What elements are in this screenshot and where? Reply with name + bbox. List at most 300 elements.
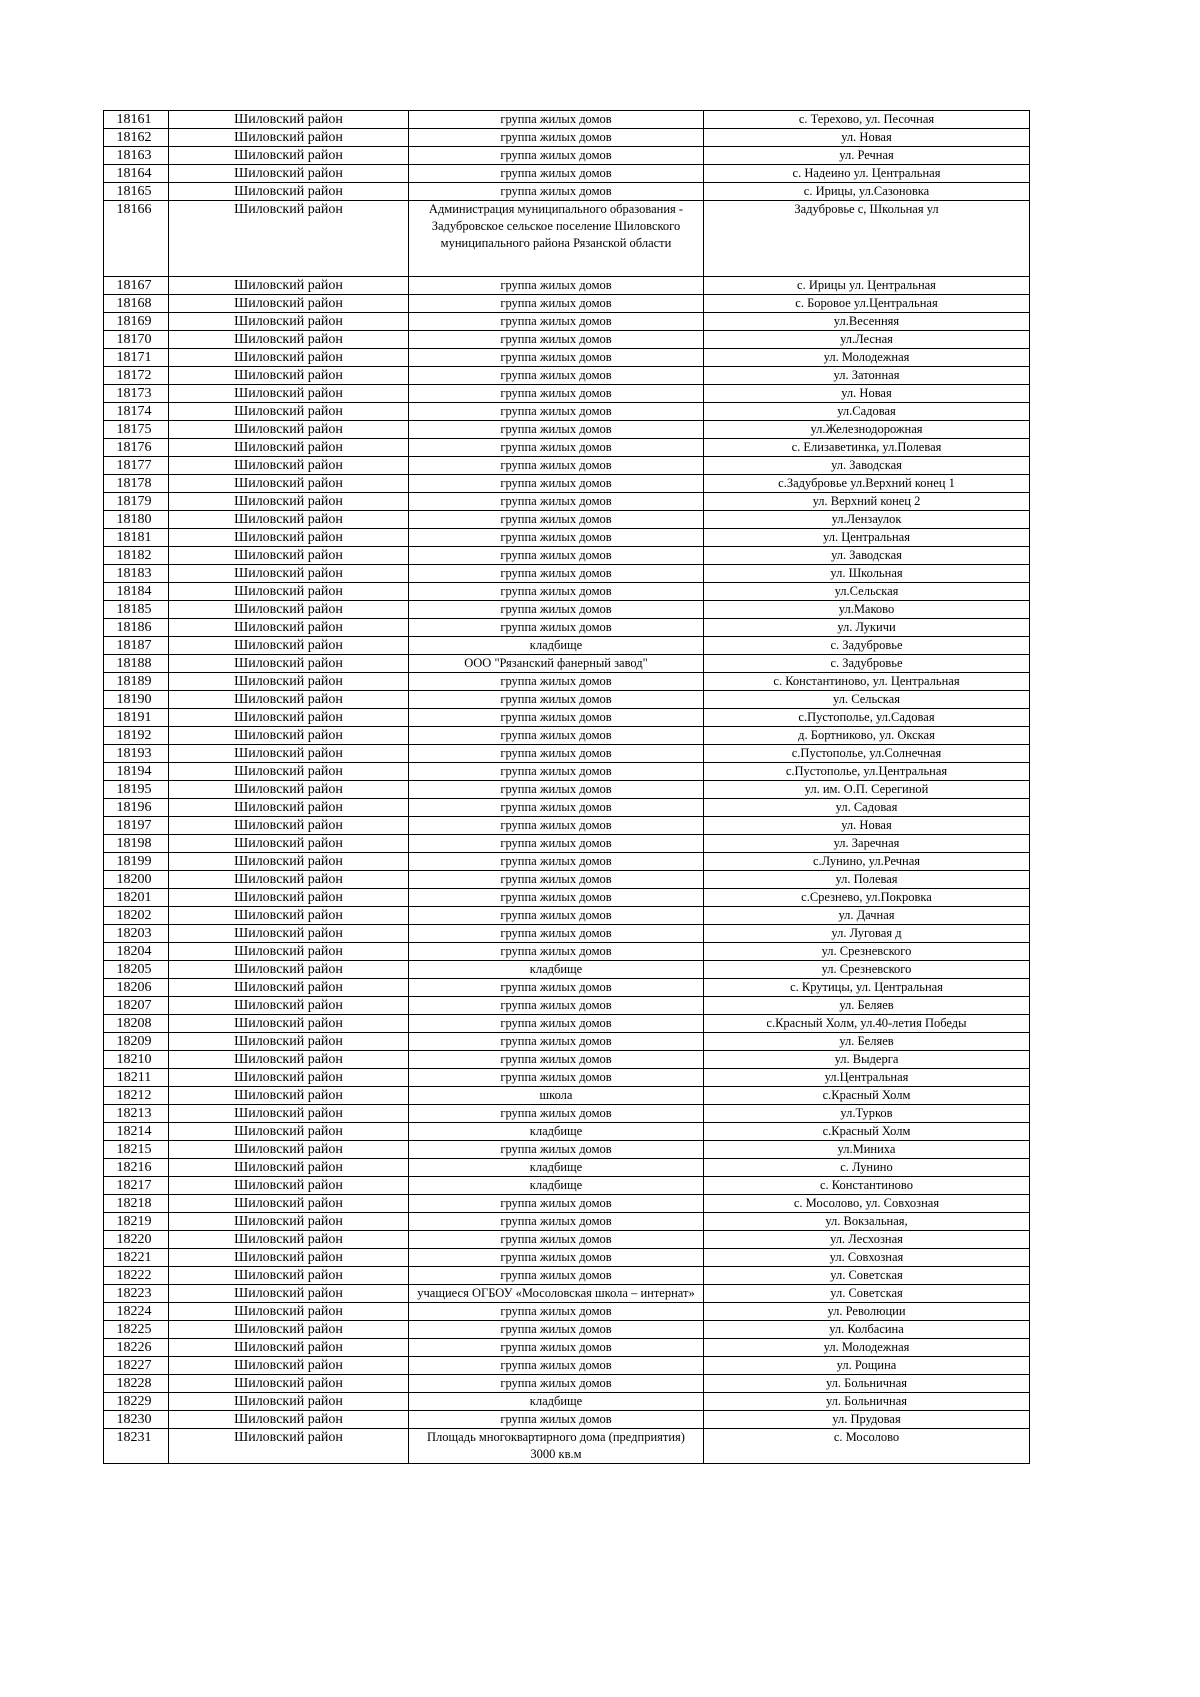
record-number-cell: 18200 <box>104 871 169 889</box>
table-row <box>104 1357 1030 1375</box>
object-type-cell: кладбище <box>409 637 704 655</box>
district-name-cell: Шиловский район <box>169 349 409 367</box>
address-cell: с.Срезнево, ул.Покровка <box>704 889 1030 907</box>
address-cell: ул. Затонная <box>704 367 1030 385</box>
district-name-cell: Шиловский район <box>169 313 409 331</box>
object-type-cell: группа жилых домов <box>409 601 704 619</box>
district-name-cell: Шиловский район <box>169 997 409 1015</box>
object-type-cell: группа жилых домов <box>409 511 704 529</box>
district-name-cell: Шиловский район <box>169 925 409 943</box>
table-row <box>104 925 1030 943</box>
district-name-cell: Шиловский район <box>169 1033 409 1051</box>
address-cell: с. Мосолово <box>704 1429 1030 1464</box>
record-number-cell: 18193 <box>104 745 169 763</box>
record-number-cell: 18195 <box>104 781 169 799</box>
district-name-cell: Шиловский район <box>169 1159 409 1177</box>
object-type-cell: кладбище <box>409 1159 704 1177</box>
object-type-cell: группа жилых домов <box>409 1321 704 1339</box>
table-row <box>104 997 1030 1015</box>
record-number-cell: 18194 <box>104 763 169 781</box>
address-cell: ул. Срезневского <box>704 961 1030 979</box>
object-type-cell: группа жилых домов <box>409 1051 704 1069</box>
object-type-cell: группа жилых домов <box>409 403 704 421</box>
district-name-cell: Шиловский район <box>169 1195 409 1213</box>
address-cell: ул. Советская <box>704 1267 1030 1285</box>
address-cell: ул. Верхний конец 2 <box>704 493 1030 511</box>
table-row <box>104 403 1030 421</box>
record-number-cell: 18211 <box>104 1069 169 1087</box>
district-name-cell: Шиловский район <box>169 655 409 673</box>
district-name-cell: Шиловский район <box>169 1267 409 1285</box>
record-number-cell: 18174 <box>104 403 169 421</box>
object-type-cell: группа жилых домов <box>409 111 704 129</box>
record-number-cell: 18220 <box>104 1231 169 1249</box>
table-row <box>104 853 1030 871</box>
object-type-cell: группа жилых домов <box>409 1033 704 1051</box>
object-type-cell: группа жилых домов <box>409 781 704 799</box>
address-cell: ул.Железнодорожная <box>704 421 1030 439</box>
address-cell: ул. Прудовая <box>704 1411 1030 1429</box>
district-name-cell: Шиловский район <box>169 295 409 313</box>
table-row <box>104 349 1030 367</box>
table-row <box>104 511 1030 529</box>
table-row <box>104 1339 1030 1357</box>
district-name-cell: Шиловский район <box>169 547 409 565</box>
object-type-cell: группа жилых домов <box>409 619 704 637</box>
record-number-cell: 18190 <box>104 691 169 709</box>
table-row <box>104 1123 1030 1141</box>
address-cell: ул. Речная <box>704 147 1030 165</box>
district-name-cell: Шиловский район <box>169 781 409 799</box>
object-type-cell: группа жилых домов <box>409 547 704 565</box>
address-cell: ул. Заречная <box>704 835 1030 853</box>
district-name-cell: Шиловский район <box>169 331 409 349</box>
district-name-cell: Шиловский район <box>169 1429 409 1464</box>
record-number-cell: 18197 <box>104 817 169 835</box>
record-number-cell: 18216 <box>104 1159 169 1177</box>
object-type-cell: группа жилых домов <box>409 367 704 385</box>
table-row <box>104 1087 1030 1105</box>
district-name-cell: Шиловский район <box>169 835 409 853</box>
object-type-cell: кладбище <box>409 1393 704 1411</box>
object-type-cell: группа жилых домов <box>409 871 704 889</box>
object-type-cell: группа жилых домов <box>409 979 704 997</box>
records-table-body <box>104 111 1030 1464</box>
table-row <box>104 655 1030 673</box>
object-type-cell: группа жилых домов <box>409 1357 704 1375</box>
record-number-cell: 18208 <box>104 1015 169 1033</box>
address-cell: ул. им. О.П. Серегиной <box>704 781 1030 799</box>
object-type-cell: группа жилых домов <box>409 997 704 1015</box>
table-row <box>104 1411 1030 1429</box>
address-cell: ул.Маково <box>704 601 1030 619</box>
table-row <box>104 147 1030 165</box>
record-number-cell: 18225 <box>104 1321 169 1339</box>
district-name-cell: Шиловский район <box>169 1231 409 1249</box>
address-cell: ул. Революции <box>704 1303 1030 1321</box>
table-row <box>104 1321 1030 1339</box>
record-number-cell: 18186 <box>104 619 169 637</box>
address-cell: ул.Лесная <box>704 331 1030 349</box>
table-row <box>104 1015 1030 1033</box>
table-row <box>104 817 1030 835</box>
address-cell: ул. Дачная <box>704 907 1030 925</box>
table-row <box>104 183 1030 201</box>
address-cell: ул. Срезневского <box>704 943 1030 961</box>
district-name-cell: Шиловский район <box>169 1177 409 1195</box>
district-name-cell: Шиловский район <box>169 1393 409 1411</box>
object-type-cell: группа жилых домов <box>409 313 704 331</box>
record-number-cell: 18207 <box>104 997 169 1015</box>
table-row <box>104 277 1030 295</box>
address-cell: ул. Новая <box>704 817 1030 835</box>
record-number-cell: 18169 <box>104 313 169 331</box>
address-cell: с. Терехово, ул. Песочная <box>704 111 1030 129</box>
object-type-cell: группа жилых домов <box>409 727 704 745</box>
record-number-cell: 18198 <box>104 835 169 853</box>
address-cell: ул. Выдерга <box>704 1051 1030 1069</box>
table-row <box>104 1285 1030 1303</box>
district-name-cell: Шиловский район <box>169 601 409 619</box>
object-type-cell: Администрация муниципального образования - Задубровское сельское поселение Шиловского муниципального района Рязанской области <box>409 201 704 277</box>
record-number-cell: 18179 <box>104 493 169 511</box>
table-row <box>104 165 1030 183</box>
address-cell: ул. Больничная <box>704 1393 1030 1411</box>
object-type-cell: группа жилых домов <box>409 745 704 763</box>
table-row <box>104 1429 1030 1464</box>
record-number-cell: 18199 <box>104 853 169 871</box>
table-row <box>104 583 1030 601</box>
address-cell: ул. Центральная <box>704 529 1030 547</box>
table-row <box>104 493 1030 511</box>
district-name-cell: Шиловский район <box>169 1303 409 1321</box>
object-type-cell: группа жилых домов <box>409 493 704 511</box>
district-name-cell: Шиловский район <box>169 979 409 997</box>
address-cell: ул.Сельская <box>704 583 1030 601</box>
district-name-cell: Шиловский район <box>169 565 409 583</box>
object-type-cell: группа жилых домов <box>409 1231 704 1249</box>
district-name-cell: Шиловский район <box>169 727 409 745</box>
table-row <box>104 367 1030 385</box>
record-number-cell: 18187 <box>104 637 169 655</box>
address-cell: ул. Новая <box>704 129 1030 147</box>
address-cell: ул. Школьная <box>704 565 1030 583</box>
record-number-cell: 18181 <box>104 529 169 547</box>
address-cell: с. Крутицы, ул. Центральная <box>704 979 1030 997</box>
record-number-cell: 18219 <box>104 1213 169 1231</box>
address-cell: ул.Весенняя <box>704 313 1030 331</box>
object-type-cell: кладбище <box>409 1123 704 1141</box>
table-row <box>104 979 1030 997</box>
object-type-cell: группа жилых домов <box>409 1339 704 1357</box>
record-number-cell: 18185 <box>104 601 169 619</box>
address-cell: ул. Заводская <box>704 547 1030 565</box>
record-number-cell: 18209 <box>104 1033 169 1051</box>
table-row <box>104 763 1030 781</box>
table-row <box>104 889 1030 907</box>
record-number-cell: 18184 <box>104 583 169 601</box>
district-name-cell: Шиловский район <box>169 1213 409 1231</box>
table-row <box>104 727 1030 745</box>
object-type-cell: школа <box>409 1087 704 1105</box>
address-cell: ул. Молодежная <box>704 349 1030 367</box>
record-number-cell: 18214 <box>104 1123 169 1141</box>
district-name-cell: Шиловский район <box>169 1285 409 1303</box>
district-name-cell: Шиловский район <box>169 165 409 183</box>
record-number-cell: 18201 <box>104 889 169 907</box>
record-number-cell: 18175 <box>104 421 169 439</box>
table-row <box>104 1159 1030 1177</box>
table-row <box>104 835 1030 853</box>
object-type-cell: кладбище <box>409 961 704 979</box>
district-name-cell: Шиловский район <box>169 367 409 385</box>
table-row <box>104 619 1030 637</box>
record-number-cell: 18188 <box>104 655 169 673</box>
address-cell: с.Пустополье, ул.Центральная <box>704 763 1030 781</box>
address-cell: ул. Беляев <box>704 997 1030 1015</box>
district-name-cell: Шиловский район <box>169 439 409 457</box>
record-number-cell: 18229 <box>104 1393 169 1411</box>
table-row <box>104 781 1030 799</box>
object-type-cell: группа жилых домов <box>409 1015 704 1033</box>
record-number-cell: 18222 <box>104 1267 169 1285</box>
object-type-cell: группа жилых домов <box>409 907 704 925</box>
table-row <box>104 1141 1030 1159</box>
record-number-cell: 18217 <box>104 1177 169 1195</box>
address-cell: с. Константиново <box>704 1177 1030 1195</box>
table-row <box>104 1393 1030 1411</box>
table-row <box>104 871 1030 889</box>
object-type-cell: Площадь многоквартирного дома (предприятия) 3000 кв.м <box>409 1429 704 1464</box>
object-type-cell: группа жилых домов <box>409 529 704 547</box>
address-cell: с. Елизаветинка, ул.Полевая <box>704 439 1030 457</box>
record-number-cell: 18171 <box>104 349 169 367</box>
district-name-cell: Шиловский район <box>169 111 409 129</box>
object-type-cell: группа жилых домов <box>409 763 704 781</box>
object-type-cell: кладбище <box>409 1177 704 1195</box>
address-cell: ул. Молодежная <box>704 1339 1030 1357</box>
table-row <box>104 1051 1030 1069</box>
table-row <box>104 1213 1030 1231</box>
record-number-cell: 18180 <box>104 511 169 529</box>
table-row <box>104 295 1030 313</box>
address-cell: с.Пустополье, ул.Солнечная <box>704 745 1030 763</box>
record-number-cell: 18162 <box>104 129 169 147</box>
object-type-cell: группа жилых домов <box>409 331 704 349</box>
district-name-cell: Шиловский район <box>169 799 409 817</box>
record-number-cell: 18203 <box>104 925 169 943</box>
table-row <box>104 1375 1030 1393</box>
object-type-cell: группа жилых домов <box>409 1375 704 1393</box>
address-cell: с. Ирицы ул. Центральная <box>704 277 1030 295</box>
address-cell: ул. Полевая <box>704 871 1030 889</box>
table-row <box>104 1303 1030 1321</box>
district-name-cell: Шиловский район <box>169 745 409 763</box>
table-row <box>104 709 1030 727</box>
record-number-cell: 18204 <box>104 943 169 961</box>
record-number-cell: 18172 <box>104 367 169 385</box>
district-name-cell: Шиловский район <box>169 889 409 907</box>
table-row <box>104 529 1030 547</box>
record-number-cell: 18166 <box>104 201 169 277</box>
address-cell: Задубровье с, Школьная ул <box>704 201 1030 277</box>
object-type-cell: группа жилых домов <box>409 1267 704 1285</box>
record-number-cell: 18182 <box>104 547 169 565</box>
address-cell: с. Надеино ул. Центральная <box>704 165 1030 183</box>
district-name-cell: Шиловский район <box>169 421 409 439</box>
district-name-cell: Шиловский район <box>169 907 409 925</box>
district-name-cell: Шиловский район <box>169 1051 409 1069</box>
object-type-cell: группа жилых домов <box>409 925 704 943</box>
record-number-cell: 18189 <box>104 673 169 691</box>
object-type-cell: группа жилых домов <box>409 475 704 493</box>
object-type-cell: группа жилых домов <box>409 889 704 907</box>
table-row <box>104 1105 1030 1123</box>
district-name-cell: Шиловский район <box>169 1123 409 1141</box>
record-number-cell: 18196 <box>104 799 169 817</box>
address-cell: ул.Садовая <box>704 403 1030 421</box>
record-number-cell: 18202 <box>104 907 169 925</box>
district-name-cell: Шиловский район <box>169 961 409 979</box>
record-number-cell: 18173 <box>104 385 169 403</box>
district-name-cell: Шиловский район <box>169 1105 409 1123</box>
table-row <box>104 1267 1030 1285</box>
address-cell: с.Лунино, ул.Речная <box>704 853 1030 871</box>
table-row <box>104 907 1030 925</box>
record-number-cell: 18170 <box>104 331 169 349</box>
object-type-cell: группа жилых домов <box>409 1141 704 1159</box>
object-type-cell: группа жилых домов <box>409 277 704 295</box>
address-cell: ул. Рощина <box>704 1357 1030 1375</box>
object-type-cell: группа жилых домов <box>409 817 704 835</box>
object-type-cell: ООО "Рязанский фанерный завод" <box>409 655 704 673</box>
table-row <box>104 331 1030 349</box>
table-row <box>104 961 1030 979</box>
table-row <box>104 313 1030 331</box>
table-row <box>104 1231 1030 1249</box>
object-type-cell: группа жилых домов <box>409 1105 704 1123</box>
object-type-cell: группа жилых домов <box>409 943 704 961</box>
object-type-cell: группа жилых домов <box>409 691 704 709</box>
district-name-cell: Шиловский район <box>169 385 409 403</box>
record-number-cell: 18183 <box>104 565 169 583</box>
object-type-cell: учащиеся ОГБОУ «Мосоловская школа – интернат» <box>409 1285 704 1303</box>
table-row <box>104 475 1030 493</box>
address-cell: с. Лунино <box>704 1159 1030 1177</box>
record-number-cell: 18161 <box>104 111 169 129</box>
district-name-cell: Шиловский район <box>169 1321 409 1339</box>
table-row <box>104 565 1030 583</box>
object-type-cell: группа жилых домов <box>409 565 704 583</box>
address-cell: ул. Вокзальная, <box>704 1213 1030 1231</box>
object-type-cell: группа жилых домов <box>409 421 704 439</box>
object-type-cell: группа жилых домов <box>409 673 704 691</box>
address-cell: с. Мосолово, ул. Совхозная <box>704 1195 1030 1213</box>
object-type-cell: группа жилых домов <box>409 129 704 147</box>
record-number-cell: 18165 <box>104 183 169 201</box>
address-cell: ул. Садовая <box>704 799 1030 817</box>
district-name-cell: Шиловский район <box>169 493 409 511</box>
record-number-cell: 18224 <box>104 1303 169 1321</box>
district-name-cell: Шиловский район <box>169 1411 409 1429</box>
district-name-cell: Шиловский район <box>169 183 409 201</box>
table-row <box>104 457 1030 475</box>
district-name-cell: Шиловский район <box>169 1015 409 1033</box>
table-row <box>104 691 1030 709</box>
address-cell: с. Задубровье <box>704 655 1030 673</box>
table-row <box>104 1069 1030 1087</box>
object-type-cell: группа жилых домов <box>409 1195 704 1213</box>
table-row <box>104 1195 1030 1213</box>
record-number-cell: 18228 <box>104 1375 169 1393</box>
object-type-cell: группа жилых домов <box>409 165 704 183</box>
district-name-cell: Шиловский район <box>169 475 409 493</box>
address-cell: с.Задубровье ул.Верхний конец 1 <box>704 475 1030 493</box>
district-name-cell: Шиловский район <box>169 529 409 547</box>
district-name-cell: Шиловский район <box>169 1375 409 1393</box>
table-row <box>104 1033 1030 1051</box>
object-type-cell: группа жилых домов <box>409 1249 704 1267</box>
address-cell: с.Красный Холм, ул.40-летия Победы <box>704 1015 1030 1033</box>
district-name-cell: Шиловский район <box>169 1141 409 1159</box>
district-name-cell: Шиловский район <box>169 619 409 637</box>
record-number-cell: 18212 <box>104 1087 169 1105</box>
district-name-cell: Шиловский район <box>169 691 409 709</box>
address-cell: ул. Новая <box>704 385 1030 403</box>
record-number-cell: 18163 <box>104 147 169 165</box>
address-cell: с. Ирицы, ул.Сазоновка <box>704 183 1030 201</box>
district-name-cell: Шиловский район <box>169 1087 409 1105</box>
object-type-cell: группа жилых домов <box>409 1069 704 1087</box>
table-row <box>104 547 1030 565</box>
object-type-cell: группа жилых домов <box>409 853 704 871</box>
object-type-cell: группа жилых домов <box>409 183 704 201</box>
record-number-cell: 18226 <box>104 1339 169 1357</box>
address-cell: ул.Лензаулок <box>704 511 1030 529</box>
record-number-cell: 18167 <box>104 277 169 295</box>
object-type-cell: группа жилых домов <box>409 1411 704 1429</box>
address-cell: ул.Турков <box>704 1105 1030 1123</box>
district-name-cell: Шиловский район <box>169 511 409 529</box>
object-type-cell: группа жилых домов <box>409 147 704 165</box>
table-row <box>104 745 1030 763</box>
district-name-cell: Шиловский район <box>169 147 409 165</box>
object-type-cell: группа жилых домов <box>409 457 704 475</box>
record-number-cell: 18164 <box>104 165 169 183</box>
record-number-cell: 18215 <box>104 1141 169 1159</box>
district-name-cell: Шиловский район <box>169 709 409 727</box>
object-type-cell: группа жилых домов <box>409 385 704 403</box>
record-number-cell: 18178 <box>104 475 169 493</box>
district-name-cell: Шиловский район <box>169 583 409 601</box>
object-type-cell: группа жилых домов <box>409 295 704 313</box>
record-number-cell: 18177 <box>104 457 169 475</box>
record-number-cell: 18205 <box>104 961 169 979</box>
object-type-cell: группа жилых домов <box>409 799 704 817</box>
district-name-cell: Шиловский район <box>169 403 409 421</box>
table-row <box>104 1249 1030 1267</box>
object-type-cell: группа жилых домов <box>409 709 704 727</box>
table-row <box>104 637 1030 655</box>
address-cell: ул.Центральная <box>704 1069 1030 1087</box>
table-row <box>104 421 1030 439</box>
table-row <box>104 601 1030 619</box>
district-name-cell: Шиловский район <box>169 129 409 147</box>
record-number-cell: 18218 <box>104 1195 169 1213</box>
address-cell: д. Бортниково, ул. Окская <box>704 727 1030 745</box>
table-row <box>104 799 1030 817</box>
district-name-cell: Шиловский район <box>169 1069 409 1087</box>
